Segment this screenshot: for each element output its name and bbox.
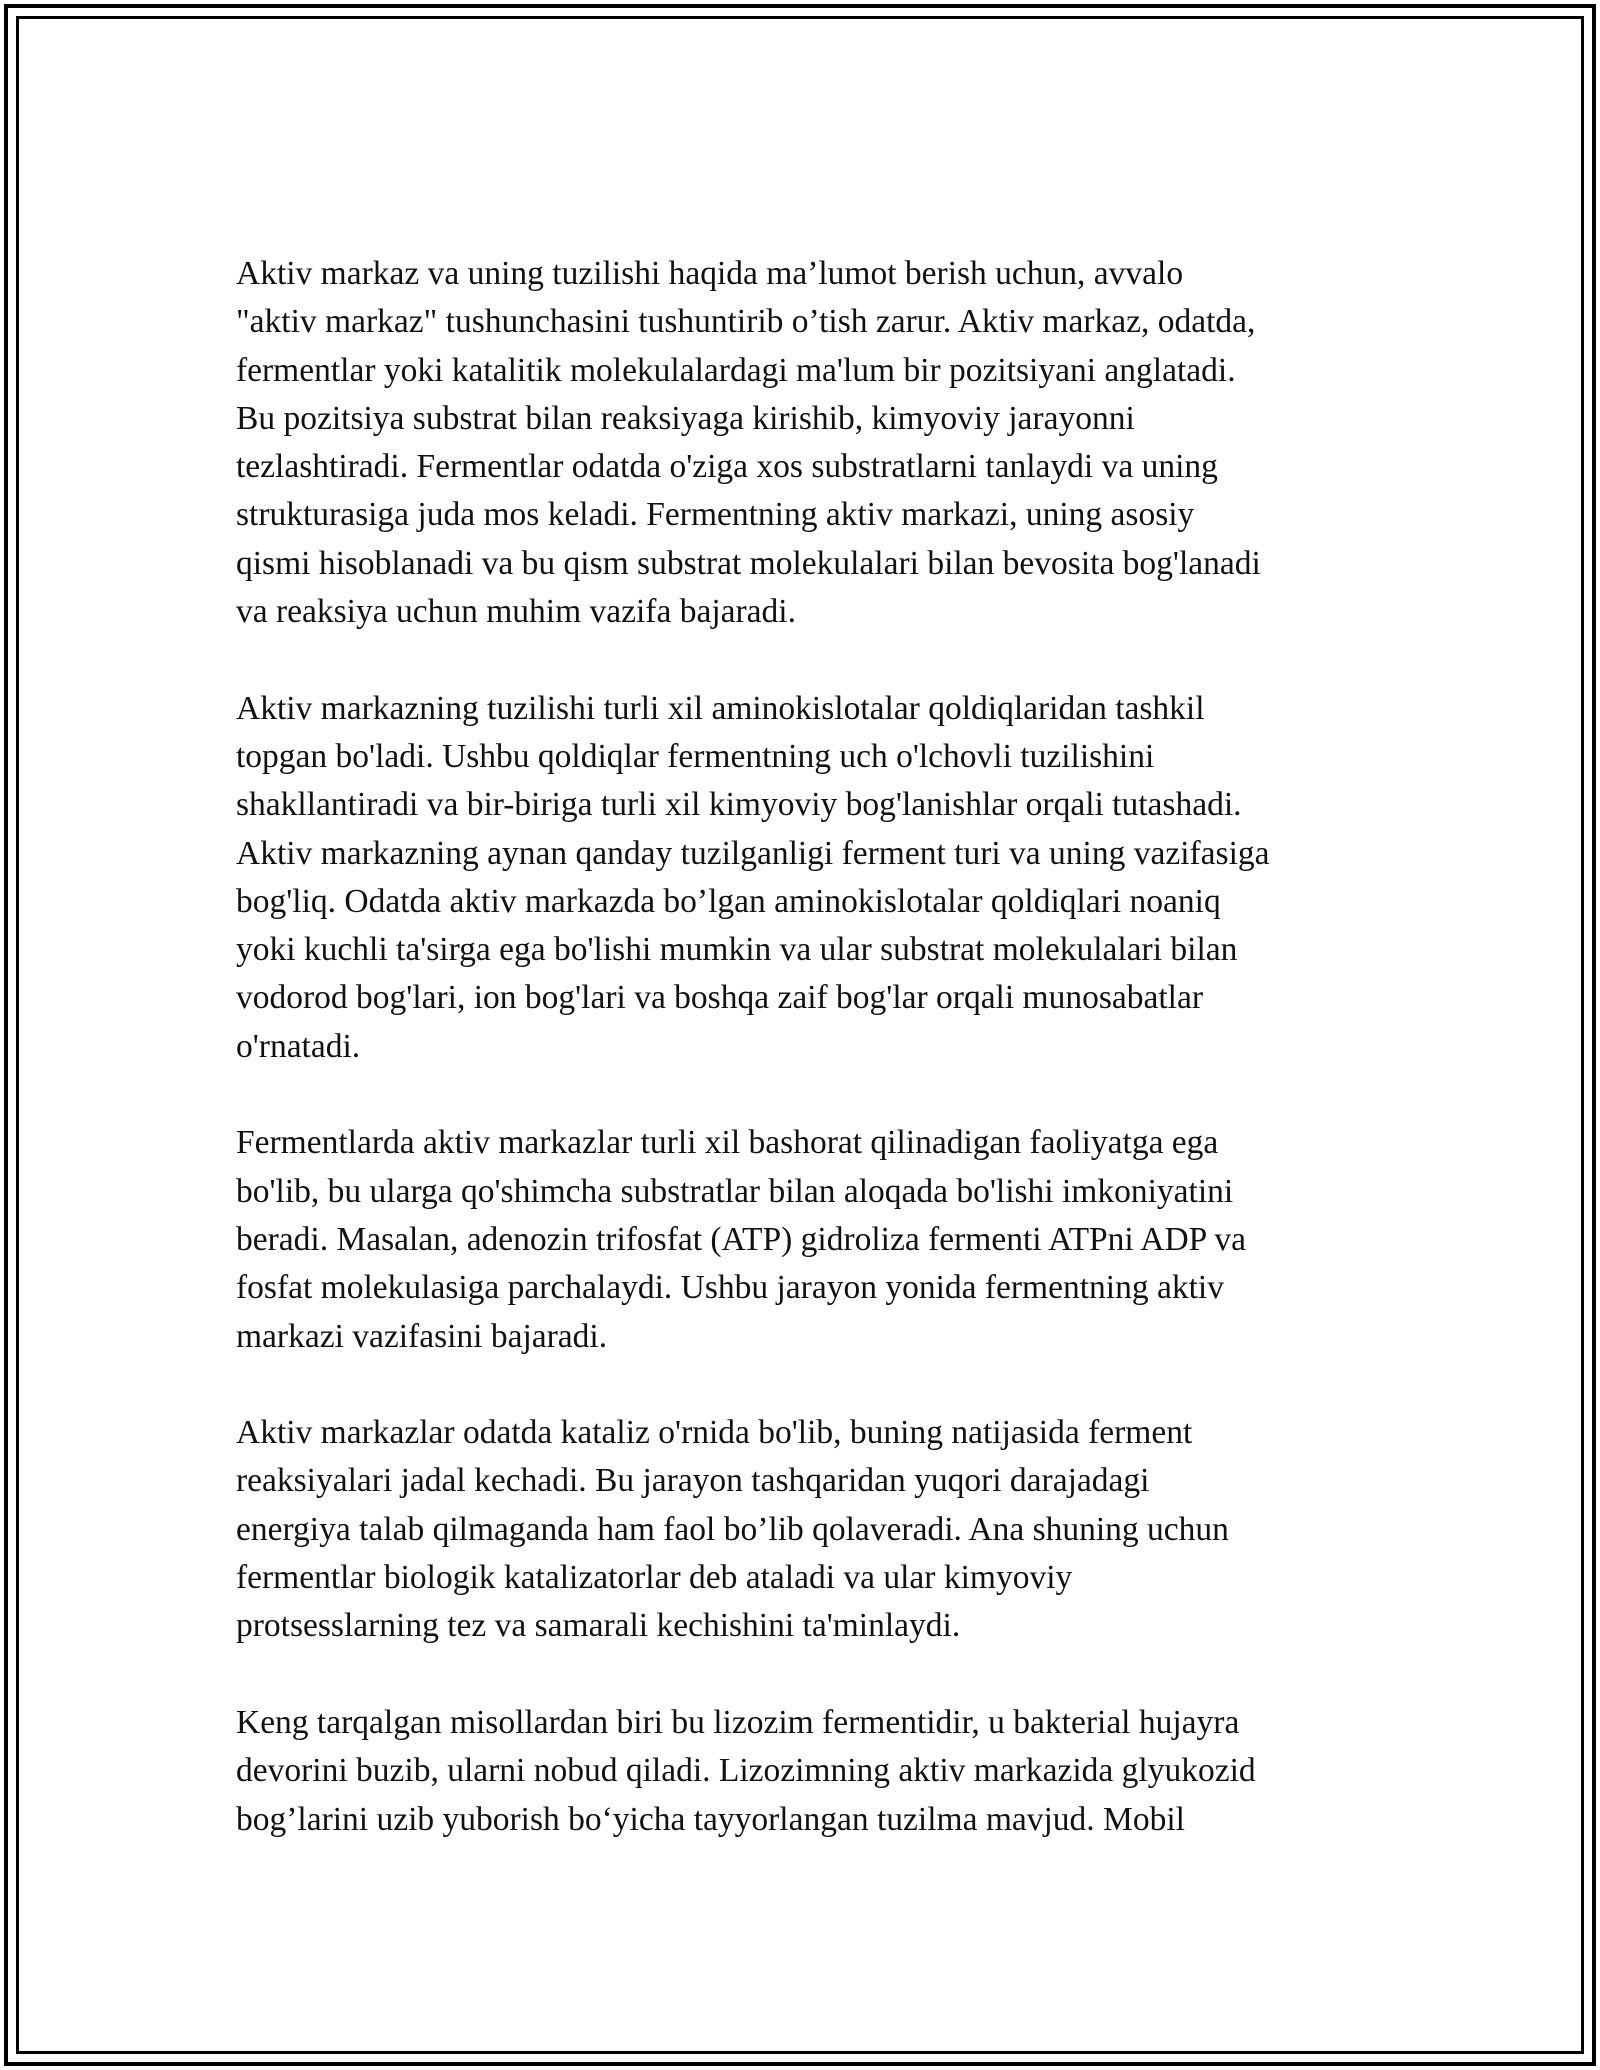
paragraph-1: Aktiv markaz va uning tuzilishi haqida ma’lumot berish uchun, avvalo "aktiv markaz" tushunchasini tushuntirib o’tish zarur. Aktiv markaz, odatda, fermentlar yoki katalitik molekulalardagi ma'lum bir pozitsiyani anglatadi. Bu pozitsiya substrat bilan reaksiyaga kirishib, kimyoviy jarayonni tezlashtiradi. Fermentlar odatda o'ziga xos substratlarni tanlaydi va uning strukturasiga juda mos keladi. Fermentning aktiv markazi, uning asosiy qismi hisoblanadi va bu qism substrat molekulalari bilan bevosita bog'lanadi va reaksiya uchun muhim vazifa bajaradi. — [236, 255, 1261, 631]
paragraph-4: Aktiv markazlar odatda kataliz o'rnida bo'lib, buning natijasida ferment reaksiyalari jadal kechadi. Bu jarayon tashqaridan yuqori darajadagi energiya talab qilmaganda ham faol bo’lib qolaveradi. Ana shuning uchun fermentlar biologik katalizatorlar deb ataladi va ular kimyoviy protsesslarning tez va samarali kechishini ta'minlaydi. — [236, 1414, 1229, 1645]
paragraph-3: Fermentlarda aktiv markazlar turli xil bashorat qilinadigan faoliyatga ega bo'lib, bu ularga qo'shimcha substratlar bilan aloqada bo'lishi imkoniyatini beradi. Masalan, adenozin trifosfat (ATP) gidroliza fermenti ATPni ADP va fosfat molekulasiga parchalaydi. Ushbu jarayon yonida fermentning aktiv markazi vazifasini bajaradi. — [236, 1124, 1247, 1355]
document-body — [236, 250, 1386, 1892]
paragraph-5: Keng tarqalgan misollardan biri bu lizozim fermentidir, u bakterial hujayra devorini buzib, ularni nobud qiladi. Lizozimning aktiv markazida glyukozid bog’larini uzib yuborish bo‘yicha tayyorlangan tuzilma mavjud. Mobil — [236, 1703, 1256, 1838]
paragraph-2: Aktiv markazning tuzilishi turli xil aminokislotalar qoldiqlaridan tashkil topgan bo'ladi. Ushbu qoldiqlar fermentning uch o'lchovli tuzilishini shakllantiradi va bir-biriga turli xil kimyoviy bog'lanishlar orqali tutashadi. Aktiv markazning aynan qanday tuzilganligi ferment turi va uning vazifasiga bog'liq. Odatda aktiv markazda bo’lgan aminokislotalar qoldiqlari noaniq yoki kuchli ta'sirga ega bo'lishi mumkin va ular substrat molekulalari bilan vodorod bog'lari, ion bog'lari va boshqa zaif bog'lar orqali munosabatlar o'rnatadi. — [236, 689, 1270, 1065]
